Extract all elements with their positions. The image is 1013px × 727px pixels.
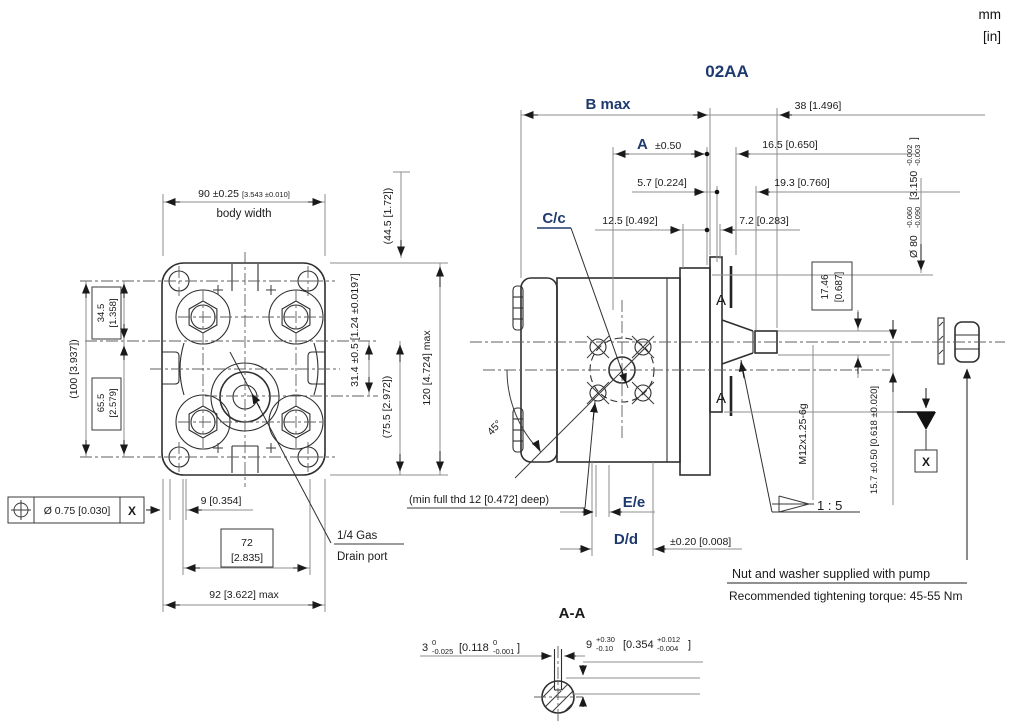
drain-label-line1: 1/4 Gas: [337, 530, 378, 542]
dim-key-depth: 9 +0.30 -0.10 [0.354 +0.012 -0.004 ]: [586, 635, 692, 653]
dim-31-4: 31.4 ±0.5 [1.24 ±0.0197]: [349, 273, 361, 387]
right-notch: [308, 352, 325, 384]
dim-75-5: (75.5 [2.972]): [381, 375, 393, 439]
left-notch: [162, 352, 179, 384]
dim-key-width: 3 0 -0.025 [0.118 0 -0.001 ]: [422, 638, 521, 656]
dim-34-5-mm: 34.5: [96, 303, 107, 323]
mounting-flange: [710, 257, 722, 412]
washer: [938, 318, 944, 364]
bolt-bosses: [176, 290, 323, 449]
dim-72-mm: 72: [241, 537, 253, 549]
dim-120: 120 [4.724] max: [421, 330, 433, 406]
dim-7-2: 7.2 [0.283]: [739, 215, 789, 227]
dim-dd: D/d: [613, 531, 639, 548]
side-view: [470, 257, 1005, 513]
dim-38: 38 [1.496]: [794, 100, 842, 112]
dim-ee: E/e: [622, 494, 646, 511]
dim-17-46-in: [0.687]: [834, 271, 845, 303]
min-thd-note: (min full thd 12 [0.472] deep): [409, 494, 550, 506]
dim-12-5: 12.5 [0.492]: [602, 215, 658, 227]
front-centerlines: [80, 252, 378, 487]
dim-17-46-mm: 17.46: [820, 274, 831, 300]
dim-body-width: 90 ±0.25 [3.543 ±0.010]: [198, 188, 290, 200]
section-letter-bottom: A: [715, 390, 726, 407]
section-aa: [420, 605, 703, 722]
dim-100: (100 [3.937]): [68, 339, 80, 399]
taper-ratio-label: 1 : 5: [817, 498, 843, 513]
dim-a-letter: A: [637, 136, 648, 153]
section-letter-top: A: [715, 292, 726, 309]
note-nut-washer: Nut and washer supplied with pump: [732, 567, 931, 581]
section-line-a-a: [716, 266, 731, 416]
dim-34-5-in: [1.358]: [108, 298, 119, 328]
front-view-dimensions: [8, 172, 448, 612]
unit-imperial-label: [in]: [982, 29, 1001, 44]
position-tolerance-icon: [11, 500, 31, 520]
front-plate: [680, 268, 710, 475]
unit-metric-label: mm: [978, 7, 1001, 22]
datum-x-symbol: [897, 388, 937, 472]
cc-port-callout: [537, 210, 628, 388]
dim-65-5-mm: 65.5: [96, 393, 107, 413]
dim-80: Ø 80 -0.060 -0.090 [3.150 -0.002 -0.003 ]: [905, 137, 922, 258]
gdt-frame: [8, 497, 160, 523]
dim-b-max: B max: [585, 96, 631, 113]
drain-label-line2: Drain port: [337, 551, 388, 563]
nut-washer-note: [727, 369, 967, 603]
dim-65-5-in: [2.579]: [108, 388, 119, 418]
note-torque: Recommended tightening torque: 45-55 Nm: [729, 589, 963, 603]
dim-16-5: 16.5 [0.650]: [762, 139, 818, 151]
dim-5-7: 5.7 [0.224]: [637, 177, 687, 189]
units-block: [979, 7, 1002, 44]
housing-contour: [180, 264, 318, 473]
dim-44-5: (44.5 [1.72]): [382, 187, 394, 245]
hex-bolts: [189, 301, 310, 438]
model-title: 02AA: [705, 62, 749, 81]
dim-a-tol: ±0.50: [655, 140, 682, 152]
dim-15-7: 15.7 ±0.50 [0.618 ±0.020]: [869, 385, 880, 495]
side-view-dimensions: [407, 96, 985, 603]
dim-72-in: [2.835]: [230, 552, 264, 564]
datum-x-label: X: [921, 455, 931, 469]
angle-45-callout: [485, 343, 650, 478]
front-view: [80, 252, 378, 487]
dim-45deg: 45°: [484, 418, 505, 438]
gdt-datum-ref: X: [127, 504, 137, 518]
dim-cc: C/c: [542, 210, 566, 227]
min-thread-callout: [407, 401, 595, 508]
dim-dd-tol: ±0.20 [0.008]: [670, 536, 732, 548]
dim-9: 9 [0.354]: [200, 495, 242, 507]
dim-92: 92 [3.622] max: [209, 589, 279, 601]
dim-19-3: 19.3 [0.760]: [774, 177, 830, 189]
body-width-label: body width: [216, 208, 272, 220]
section-aa-title: A-A: [558, 605, 586, 622]
dim-m12-thread: M12x1.25-6g: [797, 403, 809, 465]
gdt-tolerance-value: Ø 0.75 [0.030]: [43, 505, 111, 517]
